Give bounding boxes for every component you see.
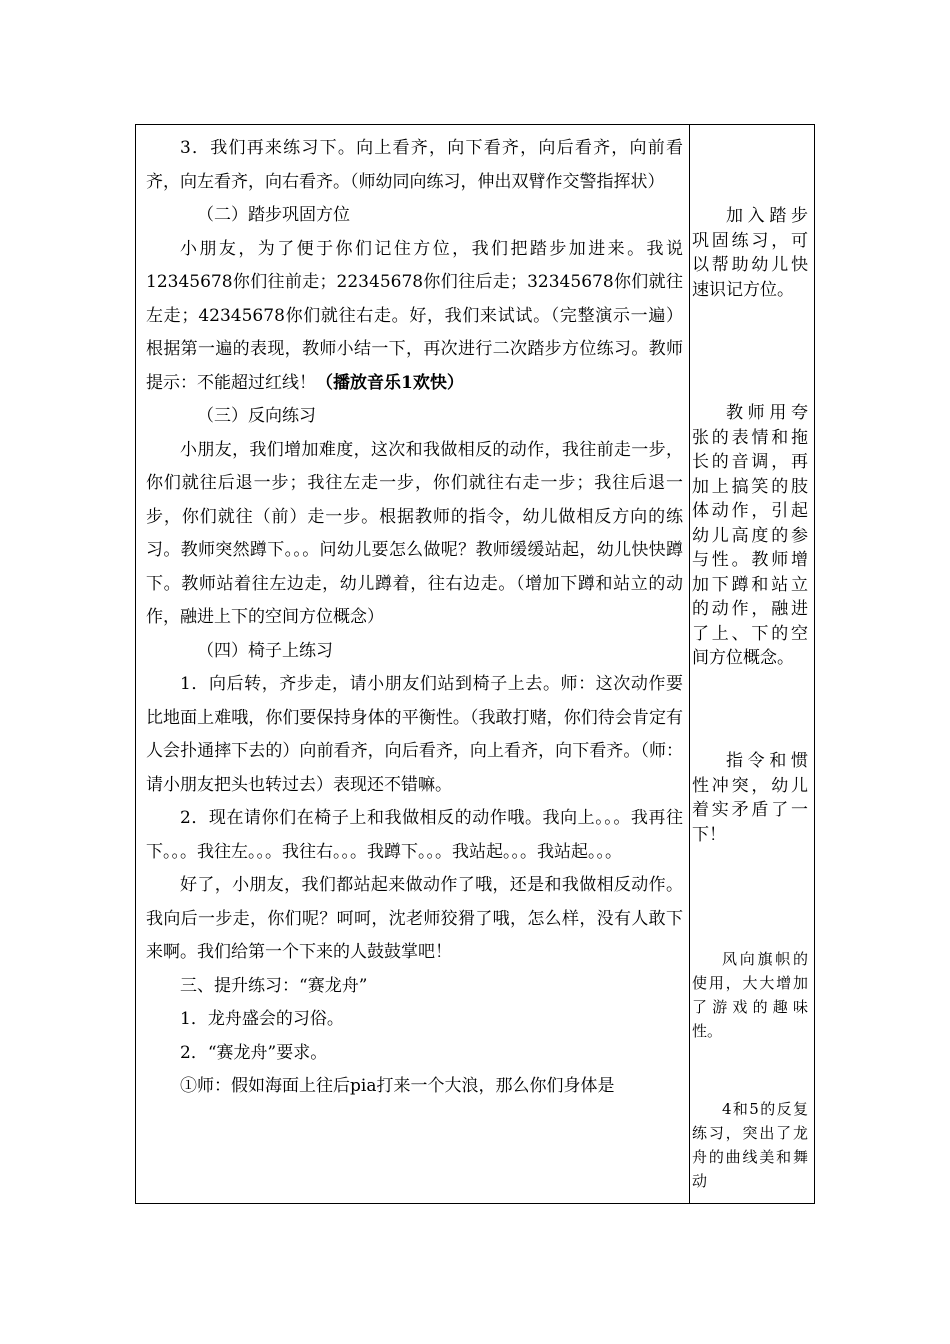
side-note-4	[692, 947, 808, 1043]
column-divider	[689, 125, 690, 1203]
lesson-content	[146, 132, 683, 1104]
side-note-3-text: 指令和惯性冲突，幼儿着实矛盾了一下！	[692, 751, 808, 845]
paragraph-wave: ①师：假如海面上往后pia打来一个大浪，那么你们身体是	[180, 1076, 615, 1096]
paragraph-requirement: 2．“赛龙舟”要求。	[180, 1042, 328, 1063]
paragraph-stepping	[146, 233, 683, 401]
paragraph-step-3: 3．我们再来练习下。向上看齐，向下看齐，向后看齐，向前看齐，向左看齐，向右看齐。（师幼同向练习，伸出双臂作交警指挥状）	[146, 138, 683, 192]
paragraph-reverse: 小朋友，我们增加难度，这次和我做相反的动作，我往前走一步，你们就往后退一步；我往左走一步，你们就往右走一步；我往后退一步，你们就往（前）走一步。根据教师的指令，幼儿做相反方向的练习。教师突然蹲下。。。问幼儿要怎么做呢？教师缓缓站起，幼儿快快蹲下。教师站着往左边走，幼儿蹲着，往右边走。（增加下蹲和站立的动作，融进上下的空间方位概念）	[146, 439, 683, 627]
side-note-3	[692, 749, 808, 847]
side-note-2-text: 教师用夸张的表情和拖长的音调，再加上搞笑的肢体动作，引起幼儿高度的参与性。教师增加下蹲和站立的动作，融进了上、下的空间方位概念。	[692, 403, 808, 668]
section-heading-4: （四）椅子上练习	[197, 640, 333, 661]
music-cue: （播放音乐1欢快）	[316, 372, 464, 393]
paragraph-chair-1: 1．向后转，齐步走，请小朋友们站到椅子上去。师：这次动作要比地面上难哦，你们要保持身体的平衡性。（我敢打赌，你们待会肯定有人会扑通摔下去的）向前看齐，向后看齐，向上看齐，向下看齐。（师：请小朋友把头也转过去）表现还不错嘛。	[146, 674, 683, 795]
side-note-2	[692, 401, 808, 671]
lesson-table	[135, 124, 815, 1204]
paragraph-stepping-text: 小朋友，为了便于你们记住方位，我们把踏步加进来。我说12345678你们往前走；22345678你们往后走；32345678你们就往左走；42345678你们就往右走。好，我们来试试。（完整演示一遍）根据第一遍的表现，教师小结一下，再次进行二次踏步方位练习。教师提示：不能超过红线！	[146, 238, 683, 393]
paragraph-custom: 1．龙舟盛会的习俗。	[180, 1009, 344, 1029]
side-note-5	[692, 1097, 808, 1193]
paragraph-chair-2: 2．现在请你们在椅子上和我做相反的动作哦。我向上。。。我再往下。。。我往左。。。我往右。。。我蹲下。。。我站起。。。我站起。。。	[146, 808, 683, 862]
paragraph-chair-3: 好了，小朋友，我们都站起来做动作了哦，还是和我做相反动作。我向后一步走，你们呢？呵呵，沈老师狡猾了哦，怎么样，没有人敢下来啊。我们给第一个下来的人鼓鼓掌吧！	[146, 875, 683, 962]
side-note-1	[692, 204, 808, 302]
side-note-4-text: 风向旗帜的使用，大大增加了游戏的趣味性。	[692, 950, 808, 1040]
side-note-5-text: 4和5的反复练习，突出了龙舟的曲线美和舞动	[692, 1100, 808, 1190]
side-note-1-text: 加入踏步巩固练习，可以帮助幼儿快速识记方位。	[692, 206, 808, 300]
section-heading-3: （三）反向练习	[197, 406, 316, 426]
section-heading-2: （二）踏步巩固方位	[197, 205, 350, 225]
section-heading-5: 三、提升练习：“赛龙舟”	[180, 975, 368, 996]
